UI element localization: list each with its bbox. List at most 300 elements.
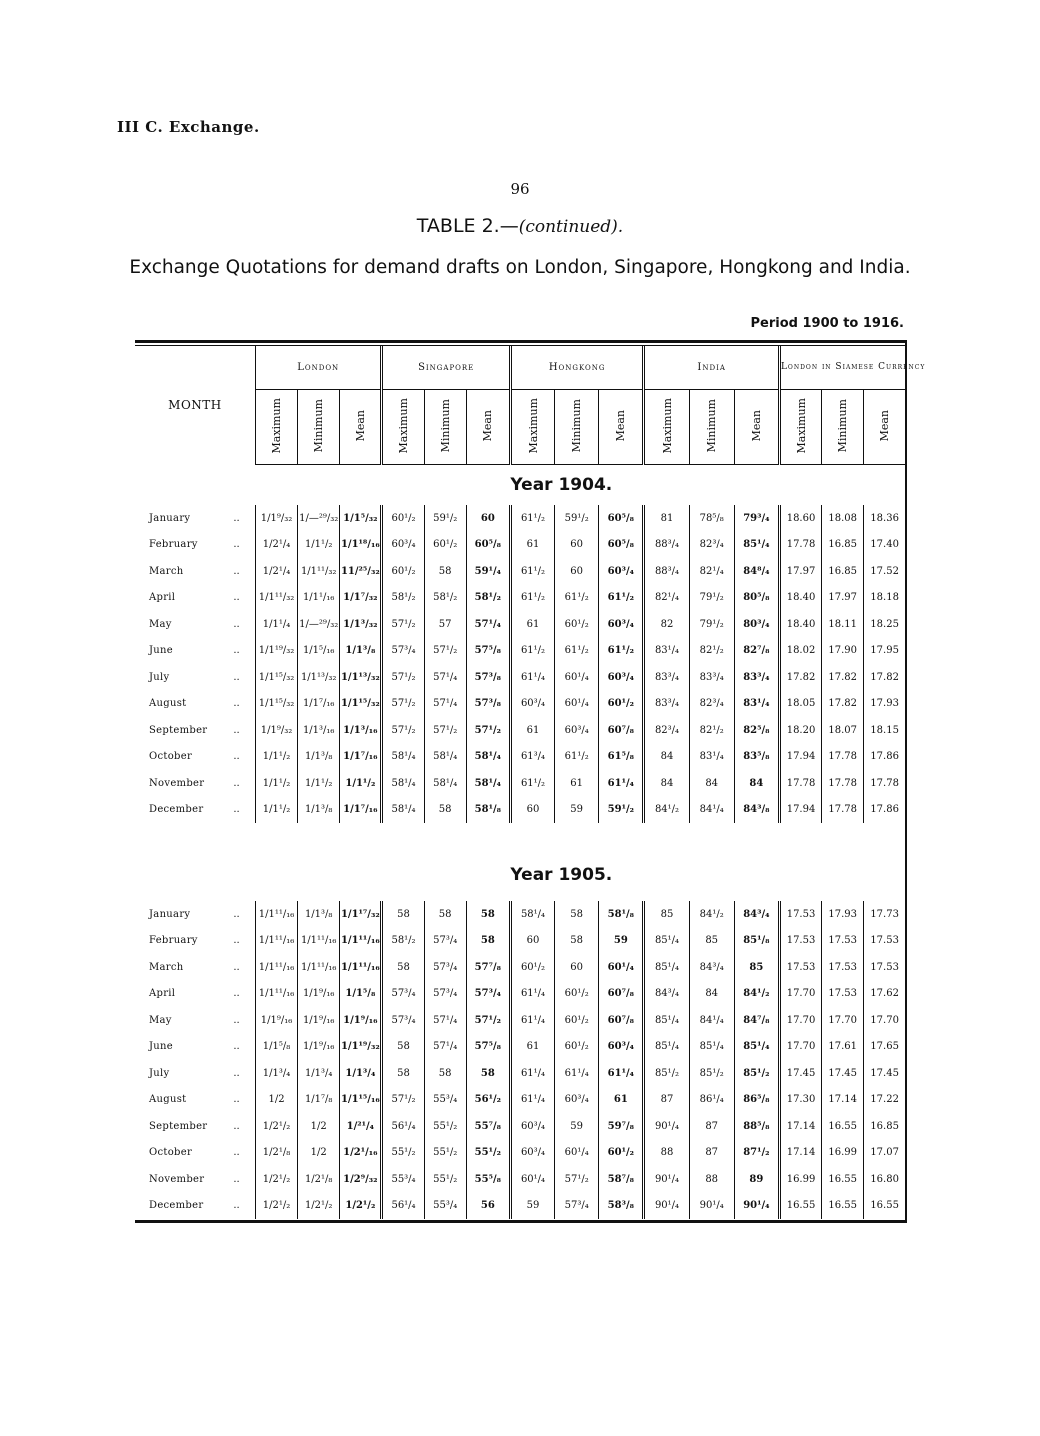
value-cell-london-siamese-mean: 17.73 (864, 901, 905, 928)
value-cell-hongkong-minimum: 60 (555, 532, 599, 559)
value-cell-london-siamese-mean: 16.85 (864, 1113, 905, 1140)
value-cell-london-siamese-mean: 17.53 (864, 928, 905, 955)
value-cell-india-maximum: 83³/₄ (644, 691, 689, 718)
value-cell-india-mean: 84³/₈ (734, 797, 779, 824)
value-cell-london-siamese-minimum: 17.90 (822, 638, 864, 665)
leader-dots: .. (233, 512, 240, 524)
value-cell-hongkong-minimum: 60¹/₂ (555, 1034, 599, 1061)
sub-header-singapore-minimum (424, 390, 466, 465)
value-cell-london-mean: 1/1¹⁷/₃₂ (340, 901, 382, 928)
year-row-spacer (135, 465, 510, 506)
value-cell-london-maximum: 1/1¹/₂ (255, 770, 297, 797)
sub-header-london-maximum (255, 390, 297, 465)
value-cell-singapore-maximum: 58¹/₄ (382, 797, 424, 824)
value-cell-london-minimum: 1/1⁵/₁₆ (298, 638, 340, 665)
value-cell-india-mean: 85¹/₈ (734, 928, 779, 955)
value-cell-singapore-mean: 57³/₄ (466, 981, 510, 1008)
value-cell-london-minimum: 1/1³/₈ (298, 797, 340, 824)
value-cell-london-minimum: 1/1¹/₁₆ (298, 585, 340, 612)
value-cell-london-siamese-maximum: 17.53 (779, 901, 821, 928)
month-cell: April (149, 988, 176, 1000)
month-cell: August (149, 1094, 187, 1106)
value-cell-hongkong-maximum: 61¹/₄ (510, 1087, 554, 1114)
table-caption: Exchange Quotations for demand drafts on London, Singapore, Hongkong and India. (129, 257, 911, 278)
value-cell-london-siamese-minimum: 17.93 (822, 901, 864, 928)
value-cell-singapore-minimum: 55³/₄ (424, 1087, 466, 1114)
value-cell-london-minimum: 1/1⁹/₁₆ (298, 1034, 340, 1061)
value-cell-india-minimum: 82¹/₂ (689, 638, 734, 665)
value-cell-india-mean: 85¹/₄ (734, 532, 779, 559)
value-cell-hongkong-maximum: 61¹/₄ (510, 981, 554, 1008)
value-cell-india-maximum: 83³/₄ (644, 664, 689, 691)
value-cell-london-siamese-minimum: 16.55 (822, 1193, 864, 1220)
value-cell-singapore-mean: 56 (466, 1193, 510, 1220)
value-cell-singapore-mean: 55⁷/₈ (466, 1113, 510, 1140)
value-cell-london-siamese-mean: 17.40 (864, 532, 905, 559)
value-cell-london-siamese-minimum: 16.55 (822, 1166, 864, 1193)
table-row (135, 691, 905, 718)
value-cell-london-siamese-maximum: 17.53 (779, 928, 821, 955)
value-cell-singapore-mean: 59¹/₄ (466, 558, 510, 585)
sub-header-label: Mean (878, 409, 892, 442)
value-cell-singapore-maximum: 58 (382, 901, 424, 928)
month-cell: March (149, 961, 184, 973)
value-cell-london-maximum: 1/1¹/₄ (255, 611, 297, 638)
leader-dots: .. (233, 1173, 240, 1185)
sub-header-singapore-mean (466, 390, 510, 465)
value-cell-india-maximum: 82¹/₄ (644, 585, 689, 612)
value-cell-london-mean: 11/²⁵/₃₂ (340, 558, 382, 585)
value-cell-london-siamese-maximum: 18.05 (779, 691, 821, 718)
table-row (135, 981, 905, 1008)
value-cell-london-siamese-mean: 17.62 (864, 981, 905, 1008)
leader-dots: .. (233, 565, 240, 577)
value-cell-london-siamese-maximum: 17.70 (779, 981, 821, 1008)
table-row (135, 532, 905, 559)
value-cell-london-siamese-minimum: 17.53 (822, 954, 864, 981)
value-cell-singapore-minimum: 58 (424, 558, 466, 585)
value-cell-london-siamese-mean: 17.07 (864, 1140, 905, 1167)
value-cell-singapore-minimum: 57¹/₄ (424, 1007, 466, 1034)
month-cell: February (149, 539, 198, 551)
value-cell-london-mean: 1/1¹⁸/₁₆ (340, 532, 382, 559)
value-cell-london-siamese-minimum: 17.78 (822, 744, 864, 771)
value-cell-london-siamese-maximum: 17.14 (779, 1140, 821, 1167)
value-cell-singapore-maximum: 58 (382, 954, 424, 981)
value-cell-india-mean: 80⁵/₈ (734, 585, 779, 612)
year-heading: Year 1905. (510, 865, 613, 885)
value-cell-london-siamese-maximum: 17.14 (779, 1113, 821, 1140)
value-cell-london-minimum: 1/1¹¹/₁₆ (298, 928, 340, 955)
value-cell-singapore-mean: 57³/₈ (466, 664, 510, 691)
group-header-india: India (644, 346, 780, 390)
value-cell-india-minimum: 84³/₄ (689, 954, 734, 981)
value-cell-india-minimum: 82¹/₄ (689, 558, 734, 585)
value-cell-singapore-minimum: 55³/₄ (424, 1193, 466, 1220)
value-cell-hongkong-maximum: 61 (510, 1034, 554, 1061)
value-cell-singapore-maximum: 60¹/₂ (382, 505, 424, 532)
table-row (135, 1034, 905, 1061)
value-cell-singapore-mean: 60 (466, 505, 510, 532)
value-cell-hongkong-mean: 60³/₄ (599, 558, 644, 585)
table-row (135, 954, 905, 981)
value-cell-london-maximum: 1/1¹/₂ (255, 797, 297, 824)
table-row (135, 505, 905, 532)
leader-dots: .. (233, 804, 240, 816)
sub-header-label: Minimum (312, 398, 326, 453)
value-cell-london-siamese-mean: 17.82 (864, 664, 905, 691)
value-cell-london-maximum: 1/1¹¹/₁₆ (255, 928, 297, 955)
month-cell: October (149, 1147, 193, 1159)
sub-header-london-minimum (298, 390, 340, 465)
value-cell-india-minimum: 82¹/₂ (689, 717, 734, 744)
value-cell-london-maximum: 1/1¹⁵/₃₂ (255, 691, 297, 718)
value-cell-singapore-maximum: 58 (382, 1034, 424, 1061)
value-cell-hongkong-minimum: 60¹/₄ (555, 664, 599, 691)
sub-header-label: Mean (749, 409, 763, 442)
sub-header-london-siamese-minimum (822, 390, 864, 465)
value-cell-london-maximum: 1/2 (255, 1087, 297, 1114)
value-cell-hongkong-minimum: 59 (555, 1113, 599, 1140)
value-cell-london-mean: 1/1¹/₂ (340, 770, 382, 797)
year-row (135, 465, 905, 506)
value-cell-hongkong-minimum: 61 (555, 770, 599, 797)
value-cell-london-siamese-mean: 18.15 (864, 717, 905, 744)
value-cell-india-minimum: 87 (689, 1140, 734, 1167)
value-cell-london-mean: 1/1⁵/₃₂ (340, 505, 382, 532)
value-cell-london-siamese-mean: 17.95 (864, 638, 905, 665)
table-row (135, 1087, 905, 1114)
value-cell-london-mean: 1/2¹/₂ (340, 1193, 382, 1220)
value-cell-india-minimum: 84 (689, 770, 734, 797)
value-cell-hongkong-maximum: 60¹/₄ (510, 1166, 554, 1193)
value-cell-london-mean: 1/1⁷/₁₆ (340, 797, 382, 824)
value-cell-london-siamese-mean: 18.36 (864, 505, 905, 532)
sub-header-singapore-maximum (382, 390, 424, 465)
value-cell-india-mean: 82⁷/₈ (734, 638, 779, 665)
value-cell-india-minimum: 83³/₄ (689, 664, 734, 691)
value-cell-india-maximum: 84 (644, 744, 689, 771)
value-cell-london-siamese-maximum: 18.02 (779, 638, 821, 665)
value-cell-india-maximum: 82³/₄ (644, 717, 689, 744)
value-cell-singapore-mean: 55¹/₂ (466, 1140, 510, 1167)
sub-header-hongkong-maximum (510, 390, 554, 465)
sub-header-label: Maximum (526, 397, 540, 454)
value-cell-singapore-minimum: 58¹/₄ (424, 744, 466, 771)
sub-header-label: Mean (353, 409, 367, 442)
value-cell-london-mean: 1/1¹⁵/₃₂ (340, 691, 382, 718)
value-cell-india-minimum: 86¹/₄ (689, 1087, 734, 1114)
value-cell-london-siamese-minimum: 17.53 (822, 981, 864, 1008)
value-cell-india-minimum: 87 (689, 1113, 734, 1140)
month-cell: November (149, 777, 205, 789)
table-row (135, 1007, 905, 1034)
value-cell-hongkong-minimum: 61¹/₂ (555, 638, 599, 665)
leader-dots: .. (233, 592, 240, 604)
leader-dots: .. (233, 1067, 240, 1079)
table-row (135, 1113, 905, 1140)
value-cell-singapore-maximum: 60¹/₂ (382, 558, 424, 585)
value-cell-india-mean: 85¹/₄ (734, 1034, 779, 1061)
value-cell-london-mean: 1/1⁵/₈ (340, 981, 382, 1008)
value-cell-singapore-minimum: 58 (424, 797, 466, 824)
sub-header-india-minimum (689, 390, 734, 465)
value-cell-london-maximum: 1/2¹/₂ (255, 1113, 297, 1140)
month-cell: April (149, 592, 176, 604)
value-cell-london-siamese-minimum: 17.97 (822, 585, 864, 612)
month-cell: June (149, 1041, 174, 1053)
exchange-table (135, 346, 926, 1219)
value-cell-hongkong-minimum: 57¹/₂ (555, 1166, 599, 1193)
table-row (135, 1140, 905, 1167)
value-cell-singapore-maximum: 58¹/₄ (382, 770, 424, 797)
value-cell-hongkong-minimum: 58 (555, 901, 599, 928)
sub-header-hongkong-mean (599, 390, 644, 465)
exchange-table-frame (135, 340, 926, 1223)
table-row (135, 901, 905, 928)
value-cell-london-mean: 1/1¹¹/₁₆ (340, 954, 382, 981)
value-cell-london-mean: 1/2⁹/₃₂ (340, 1166, 382, 1193)
value-cell-india-maximum: 84 (644, 770, 689, 797)
value-cell-india-minimum: 85¹/₂ (689, 1060, 734, 1087)
value-cell-singapore-mean: 58 (466, 928, 510, 955)
value-cell-singapore-maximum: 57¹/₂ (382, 664, 424, 691)
leader-dots: .. (233, 1094, 240, 1106)
value-cell-london-siamese-maximum: 17.45 (779, 1060, 821, 1087)
value-cell-india-maximum: 83¹/₄ (644, 638, 689, 665)
month-cell: July (149, 671, 170, 683)
leader-dots: .. (233, 724, 240, 736)
value-cell-london-maximum: 1/1³/₄ (255, 1060, 297, 1087)
value-cell-singapore-minimum: 58¹/₂ (424, 585, 466, 612)
value-cell-london-siamese-maximum: 17.78 (779, 770, 821, 797)
value-cell-hongkong-minimum: 61¹/₂ (555, 744, 599, 771)
value-cell-india-mean: 80³/₄ (734, 611, 779, 638)
value-cell-singapore-maximum: 57¹/₂ (382, 1087, 424, 1114)
value-cell-london-maximum: 1/1⁹/₃₂ (255, 717, 297, 744)
value-cell-london-maximum: 1/1⁵/₈ (255, 1034, 297, 1061)
value-cell-hongkong-minimum: 61¹/₂ (555, 585, 599, 612)
value-cell-india-maximum: 85¹/₂ (644, 1060, 689, 1087)
value-cell-hongkong-maximum: 60 (510, 797, 554, 824)
value-cell-london-minimum: 1/1⁷/₁₆ (298, 691, 340, 718)
value-cell-singapore-maximum: 57¹/₂ (382, 717, 424, 744)
value-cell-london-minimum: 1/1⁹/₁₆ (298, 1007, 340, 1034)
group-header-singapore: Singapore (382, 346, 510, 390)
value-cell-singapore-maximum: 55¹/₂ (382, 1140, 424, 1167)
value-cell-singapore-mean: 58 (466, 1060, 510, 1087)
value-cell-london-siamese-minimum: 17.78 (822, 770, 864, 797)
value-cell-hongkong-minimum: 59 (555, 797, 599, 824)
value-cell-singapore-mean: 57⁷/₈ (466, 954, 510, 981)
value-cell-london-siamese-maximum: 16.55 (779, 1193, 821, 1220)
table-row (135, 638, 905, 665)
value-cell-singapore-maximum: 58¹/₂ (382, 928, 424, 955)
value-cell-india-maximum: 88³/₄ (644, 558, 689, 585)
sub-header-london-siamese-mean (864, 390, 905, 465)
value-cell-singapore-mean: 55⁵/₈ (466, 1166, 510, 1193)
value-cell-india-mean: 82⁵/₈ (734, 717, 779, 744)
value-cell-london-minimum: 1/1¹/₂ (298, 770, 340, 797)
value-cell-london-siamese-mean: 17.53 (864, 954, 905, 981)
value-cell-singapore-minimum: 59¹/₂ (424, 505, 466, 532)
value-cell-india-minimum: 84¹/₄ (689, 797, 734, 824)
value-cell-london-maximum: 1/1¹⁹/₃₂ (255, 638, 297, 665)
value-cell-singapore-maximum: 57¹/₂ (382, 611, 424, 638)
value-cell-hongkong-minimum: 60 (555, 954, 599, 981)
value-cell-london-siamese-mean: 18.25 (864, 611, 905, 638)
value-cell-london-minimum: 1/1³/₈ (298, 901, 340, 928)
value-cell-india-mean: 87¹/₂ (734, 1140, 779, 1167)
value-cell-hongkong-mean: 61¹/₂ (599, 638, 644, 665)
month-header: MONTH (168, 398, 222, 413)
year-row (135, 823, 905, 901)
value-cell-hongkong-mean: 61¹/₂ (599, 585, 644, 612)
value-cell-london-siamese-maximum: 18.20 (779, 717, 821, 744)
value-cell-london-siamese-mean: 17.86 (864, 797, 905, 824)
sub-header-london-mean (340, 390, 382, 465)
value-cell-london-siamese-maximum: 17.82 (779, 664, 821, 691)
value-cell-hongkong-mean: 60³/₄ (599, 664, 644, 691)
value-cell-london-maximum: 1/2¹/₈ (255, 1140, 297, 1167)
leader-dots: .. (233, 777, 240, 789)
value-cell-hongkong-minimum: 57³/₄ (555, 1193, 599, 1220)
value-cell-hongkong-mean: 59⁷/₈ (599, 1113, 644, 1140)
value-cell-london-minimum: 1/2¹/₂ (298, 1193, 340, 1220)
value-cell-singapore-minimum: 57¹/₄ (424, 691, 466, 718)
value-cell-london-minimum: 1/1¹³/₃₂ (298, 664, 340, 691)
value-cell-hongkong-mean: 61 (599, 1087, 644, 1114)
table-row (135, 1060, 905, 1087)
value-cell-london-maximum: 1/1¹⁵/₃₂ (255, 664, 297, 691)
value-cell-hongkong-mean: 61¹/₄ (599, 1060, 644, 1087)
leader-dots: .. (233, 1014, 240, 1026)
sub-header-label: Mean (614, 409, 628, 442)
value-cell-hongkong-maximum: 61¹/₄ (510, 1007, 554, 1034)
value-cell-india-maximum: 90¹/₄ (644, 1166, 689, 1193)
month-cell: December (149, 804, 204, 816)
value-cell-hongkong-minimum: 60¹/₂ (555, 611, 599, 638)
value-cell-london-minimum: 1/—²⁹/₃₂ (298, 505, 340, 532)
value-cell-hongkong-maximum: 58¹/₄ (510, 901, 554, 928)
value-cell-singapore-maximum: 57³/₄ (382, 981, 424, 1008)
sub-header-label: Maximum (397, 397, 411, 454)
value-cell-hongkong-maximum: 61¹/₄ (510, 1060, 554, 1087)
month-cell: January (149, 908, 191, 920)
value-cell-singapore-minimum: 57 (424, 611, 466, 638)
value-cell-india-maximum: 81 (644, 505, 689, 532)
value-cell-singapore-minimum: 55¹/₂ (424, 1166, 466, 1193)
value-cell-london-siamese-maximum: 17.30 (779, 1087, 821, 1114)
value-cell-india-mean: 84⁸/₄ (734, 558, 779, 585)
value-cell-singapore-mean: 58¹/₄ (466, 744, 510, 771)
value-cell-london-mean: 1/2¹/₁₆ (340, 1140, 382, 1167)
year-row-spacer (135, 823, 510, 901)
value-cell-london-mean: 1/1¹⁵/₁₆ (340, 1087, 382, 1114)
value-cell-hongkong-minimum: 60¹/₂ (555, 1007, 599, 1034)
value-cell-hongkong-mean: 58³/₈ (599, 1193, 644, 1220)
table-row (135, 797, 905, 824)
value-cell-india-minimum: 84¹/₂ (689, 901, 734, 928)
value-cell-hongkong-maximum: 61¹/₂ (510, 558, 554, 585)
value-cell-singapore-mean: 58¹/₈ (466, 797, 510, 824)
value-cell-london-siamese-minimum: 17.78 (822, 797, 864, 824)
value-cell-london-siamese-mean: 16.55 (864, 1193, 905, 1220)
value-cell-london-siamese-minimum: 17.53 (822, 928, 864, 955)
value-cell-london-siamese-mean: 17.78 (864, 770, 905, 797)
value-cell-london-siamese-maximum: 17.78 (779, 532, 821, 559)
value-cell-singapore-mean: 56¹/₂ (466, 1087, 510, 1114)
month-cell: May (149, 618, 172, 630)
value-cell-india-maximum: 90¹/₄ (644, 1193, 689, 1220)
month-cell: January (149, 512, 191, 524)
value-cell-hongkong-mean: 61¹/₄ (599, 770, 644, 797)
value-cell-india-maximum: 85¹/₄ (644, 954, 689, 981)
month-cell: September (149, 1120, 208, 1132)
value-cell-india-mean: 83⁵/₈ (734, 744, 779, 771)
leader-dots: .. (233, 988, 240, 1000)
value-cell-london-siamese-mean: 17.70 (864, 1007, 905, 1034)
value-cell-india-mean: 83¹/₄ (734, 691, 779, 718)
sub-header-label: Maximum (660, 397, 674, 454)
sub-header-label: Minimum (836, 398, 850, 453)
leader-dots: .. (233, 751, 240, 763)
value-cell-hongkong-maximum: 61¹/₂ (510, 638, 554, 665)
value-cell-london-siamese-maximum: 17.53 (779, 954, 821, 981)
value-cell-london-maximum: 1/1¹¹/₃₂ (255, 585, 297, 612)
value-cell-london-maximum: 1/2¹/₂ (255, 1193, 297, 1220)
value-cell-singapore-mean: 57³/₈ (466, 691, 510, 718)
value-cell-hongkong-mean: 60¹/₄ (599, 954, 644, 981)
value-cell-hongkong-mean: 60³/₄ (599, 1034, 644, 1061)
value-cell-hongkong-minimum: 60¹/₄ (555, 1140, 599, 1167)
value-cell-london-maximum: 1/1⁹/₁₆ (255, 1007, 297, 1034)
value-cell-singapore-minimum: 57¹/₂ (424, 638, 466, 665)
group-header-london: London (255, 346, 381, 390)
value-cell-london-maximum: 1/2¹/₂ (255, 1166, 297, 1193)
value-cell-hongkong-mean: 60¹/₂ (599, 691, 644, 718)
value-cell-london-minimum: 1/1³/₄ (298, 1060, 340, 1087)
value-cell-london-siamese-maximum: 17.97 (779, 558, 821, 585)
value-cell-london-mean: 1/²¹/₄ (340, 1113, 382, 1140)
value-cell-hongkong-minimum: 60 (555, 558, 599, 585)
value-cell-london-minimum: 1/1³/₁₆ (298, 717, 340, 744)
value-cell-singapore-minimum: 58¹/₄ (424, 770, 466, 797)
leader-dots: .. (233, 645, 240, 657)
value-cell-singapore-minimum: 58 (424, 1060, 466, 1087)
leader-dots: .. (233, 618, 240, 630)
value-cell-singapore-maximum: 60³/₄ (382, 532, 424, 559)
value-cell-hongkong-mean: 60⁷/₈ (599, 981, 644, 1008)
value-cell-london-mean: 1/1¹¹/₁₆ (340, 928, 382, 955)
value-cell-india-maximum: 88³/₄ (644, 532, 689, 559)
month-cell: February (149, 935, 198, 947)
value-cell-india-maximum: 84³/₄ (644, 981, 689, 1008)
value-cell-hongkong-mean: 60³/₄ (599, 611, 644, 638)
sub-header-label: Minimum (570, 398, 584, 453)
value-cell-hongkong-maximum: 60 (510, 928, 554, 955)
value-cell-singapore-minimum: 55¹/₂ (424, 1140, 466, 1167)
value-cell-india-mean: 88⁵/₈ (734, 1113, 779, 1140)
month-cell: September (149, 724, 208, 736)
value-cell-london-maximum: 1/1¹¹/₁₆ (255, 954, 297, 981)
value-cell-london-siamese-mean: 17.93 (864, 691, 905, 718)
value-cell-singapore-maximum: 58¹/₂ (382, 585, 424, 612)
value-cell-london-mean: 1/1⁷/₁₆ (340, 744, 382, 771)
value-cell-london-siamese-minimum: 16.55 (822, 1113, 864, 1140)
value-cell-london-siamese-minimum: 17.14 (822, 1087, 864, 1114)
value-cell-india-mean: 79³/₄ (734, 505, 779, 532)
